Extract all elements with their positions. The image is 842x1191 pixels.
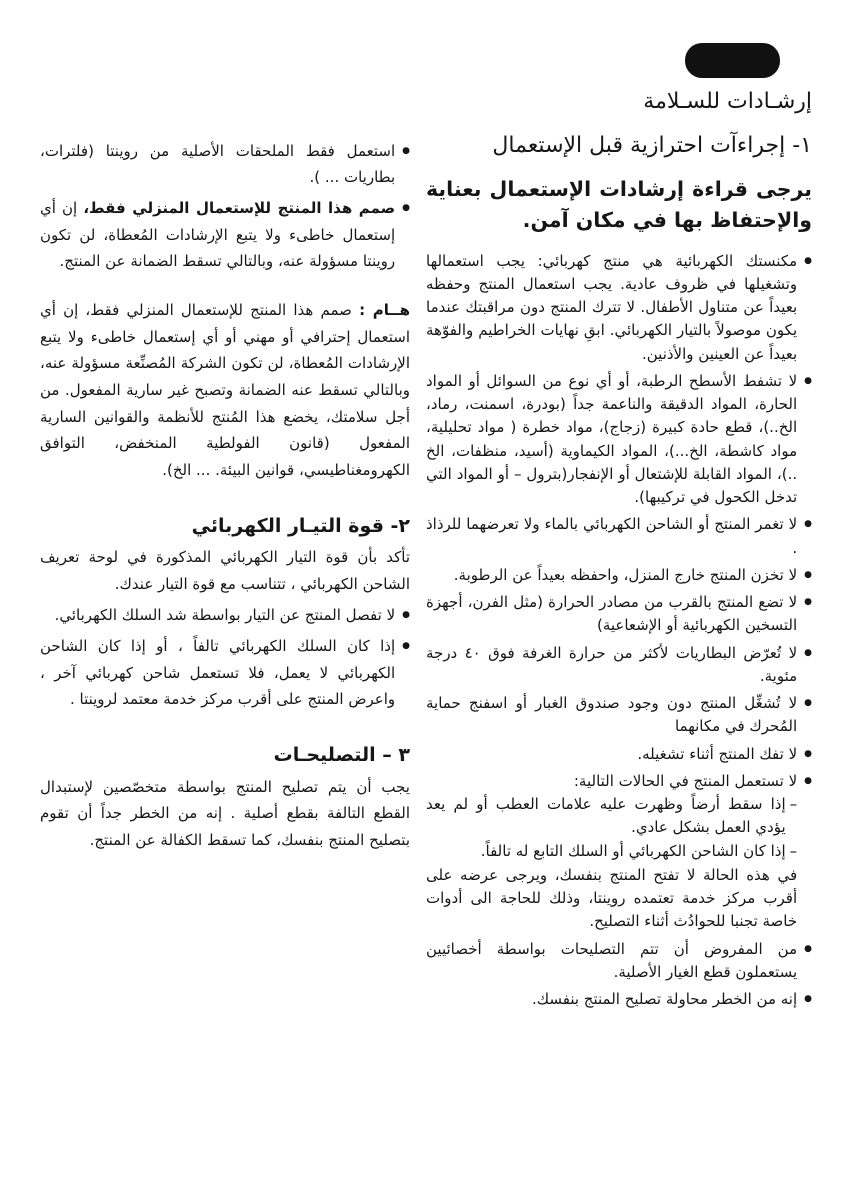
bullet-icon: ● — [804, 255, 812, 266]
list-item: ● إذا كان السلك الكهربائي تالفاً ، أو إذا كان الشاحن الكهربائي لا يعمل، فلا تستعمل شاحن كهربائي آخر ، واعرض المنتج على أقرب مركز خدمة معتمد لروينتا . — [40, 633, 410, 713]
bullet-icon: ● — [804, 647, 812, 658]
list-item: ● إنه من الخطر محاولة تصليح المنتج بنفسك. — [426, 988, 812, 1011]
section2-bullet-list — [40, 602, 410, 713]
section2-heading: ٢- قوة التيـار الكهربائي — [191, 514, 410, 537]
bullet-icon: ● — [804, 698, 812, 709]
list-item: ● لا تفصل المنتج عن التيار بواسطة شد السلك الكهربائي. — [40, 602, 410, 629]
list-item: ● من المفروض أن تتم التصليحات بواسطة أخصائيين يستعملون قطع الغيار الأصلية. — [426, 938, 812, 985]
list-item: ● لا تشفط الأسطح الرطبة، أو أي نوع من السوائل أو المواد الحارة، المواد الدقيقة والناعمة جداً (بودرة، اسمنت، رماد، الخ..)، قطع حادة كبيرة (زجاج)، مواد خطرة ( مواد تحليلية، مواد كاشطة، الخ...)، المواد الكيماوية (أسيد، منظفات، الخ ..)، المواد القابلة للإشتعال أو الإنفجار(بترول – أو المواد التي تدخل الكحول في تركيبها). — [426, 370, 812, 510]
bullet-icon: ● — [804, 519, 812, 530]
list-item: ● لا تفك المنتج أثناء تشغيله. — [426, 743, 812, 766]
bullet-icon: ● — [804, 748, 812, 759]
list-item-bold-lead: صمم هذا المنتج للإستعمال المنزلي فقط، — [83, 198, 396, 217]
page-title: إرشـادات للسـلامة — [643, 89, 812, 114]
section2-text: تأكد بأن قوة التيار الكهربائي المذكورة في لوحة تعريف الشاحن الكهربائي ، تتناسب مع قوة التيار عندك. — [40, 548, 410, 594]
important-paragraph — [40, 297, 410, 484]
bullet-icon: ● — [804, 375, 812, 386]
list-item — [40, 195, 410, 275]
list-item-text: لا تستعمل المنتج في الحالات التالية: — [573, 771, 798, 790]
section3-heading: ٣ – التصليحـات — [273, 743, 410, 766]
list-item: ● لا تضع المنتج بالقرب من مصادر الحرارة (مثل الفرن، أجهزة التسخين الكهربائية أو الإشعاعية) — [426, 591, 812, 638]
list-item: ● لا تُشغِّل المنتج دون وجود صندوق الغبار أو اسفنج حماية المُحرك في مكانهما — [426, 692, 812, 739]
dash-icon: – — [789, 841, 798, 860]
list-item-text: إن أي إستعمال خاطىء ولا يتبع الإرشادات المُعطاة، لن تكون روينتا مسؤولة عنه، وبالتالي تسقط الضمانة عن المنتج. — [40, 198, 396, 271]
accessories-bullet-list — [40, 138, 410, 275]
section1-intro: يرجى قراءة إرشادات الإستعمال بعناية والإحتفاظ بها في مكان آمن. — [426, 177, 812, 232]
list-item — [426, 770, 812, 934]
important-text: صمم هذا المنتج للإستعمال المنزلي فقط، إن أي استعمال إحترافي أو مهني أو أي إستعمال خاطىء ولا يتبع الإرشادات المُعطاة، لن تكون الشركة المُصنِّعة مسؤولة عنه، وبالتالي تسقط عنه الضمانة وتصبح غير سارية المفعول. من أجل سلامتك، يخضع هذا المُنتج للأنظمة والقوانين السارية المفعول (قانون الفولطية المنخفض، التوافق الكهرومغناطيسي، قوانين البيئة. ... الخ). — [40, 300, 410, 480]
list-item: ● لا تُعرّض البطاريات لأكثر من حرارة الغرفة فوق ٤٠ درجة مئوية. — [426, 642, 812, 689]
bullet-icon: ● — [804, 775, 812, 786]
section1-bullet-list — [426, 250, 812, 1012]
language-badge — [685, 43, 780, 78]
section3-text: يجب أن يتم تصليح المنتج بواسطة متخصّصين لإستبدال القطع التالفة بقطع أصلية . إنه من الخطر جداً أن تقوم بتصليح المنتج بنفسك، كما تسقط الكفالة عن المنتج. — [40, 777, 410, 849]
page-header — [0, 0, 842, 116]
sub-list-item: – إذا سقط أرضاً وظهرت عليه علامات العطب أو لم يعد يؤدي العمل بشكل عادي. — [426, 793, 797, 840]
bullet-icon: ● — [402, 145, 410, 156]
content-columns — [0, 116, 842, 1016]
list-item: ● استعمل فقط الملحقات الأصلية من روينتا (فلترات، بطاريات ... ). — [40, 138, 410, 191]
bullet-icon: ● — [402, 640, 410, 651]
bullet-icon: ● — [402, 609, 410, 620]
list-item: ● مكنستك الكهربائية هي منتج كهربائي: يجب استعمالها وتشغيلها في ظروف عادية. يجب استعمال المنتج وحفظه بعيداً عن متناول الأطفال. لا تترك المنتج دون مراقبتك عندما يكون موصولاً بالتيار الكهربائي. ابقِ نهايات الخراطيم والفوّهة بعيداً عن العينين والأذنين. — [426, 250, 812, 366]
list-item: ● لا تغمر المنتج أو الشاحن الكهربائي بالماء ولا تعرضهما للرذاذ . — [426, 513, 812, 560]
bullet-icon: ● — [804, 597, 812, 608]
important-label: هــام : — [359, 300, 410, 319]
bullet-icon: ● — [804, 994, 812, 1005]
list-item: ● لا تخزن المنتج خارج المنزل، واحفظه بعيداً عن الرطوبة. — [426, 564, 812, 587]
sub-list-item: – إذا كان الشاحن الكهربائي أو السلك التابع له تالفاً. — [426, 840, 797, 863]
column-left — [40, 128, 410, 858]
list-item-continuation: في هذه الحالة لا تفتح المنتج بنفسك، ويرجى عرضه على أقرب مركز خدمة تعتمده روينتا، وذلك للحاجة الى أدوات خاصة تجنبا للحوادُث أثناء التصليح. — [426, 865, 798, 931]
dash-icon: – — [789, 795, 798, 814]
section1-heading: ١- إجراءآت احترازية قبل الإستعمال — [492, 132, 812, 158]
bullet-icon: ● — [804, 943, 812, 954]
column-right — [426, 128, 812, 1016]
bullet-icon: ● — [804, 569, 812, 580]
bullet-icon: ● — [402, 202, 410, 213]
